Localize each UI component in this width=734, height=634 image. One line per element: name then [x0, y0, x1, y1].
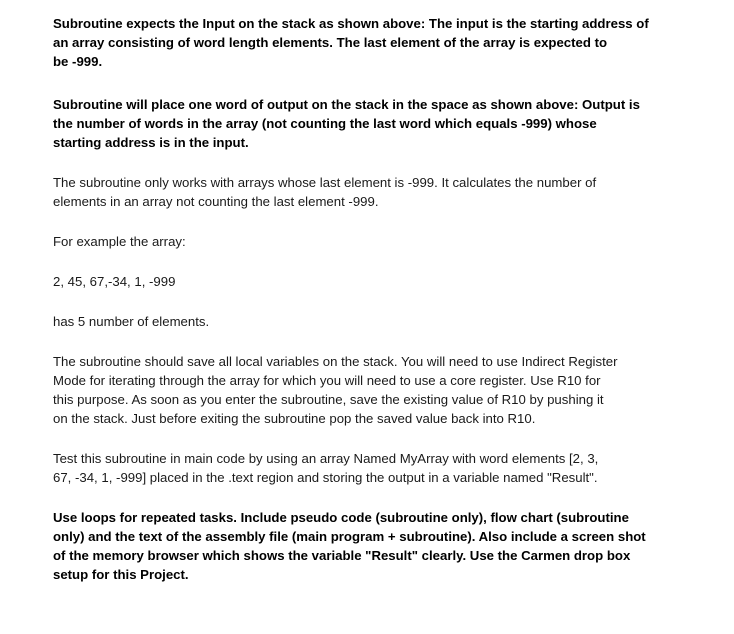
text-line: starting address is in the input.	[53, 135, 249, 150]
paragraph-example-intro	[53, 232, 713, 251]
text-line: Test this subroutine in main code by using an array Named MyArray with word elements [2, 3,	[53, 451, 599, 466]
text-line: on the stack. Just before exiting the subroutine pop the saved value back into R10.	[53, 411, 536, 426]
text-line: elements in an array not counting the last element -999.	[53, 194, 379, 209]
paragraph-example-array	[53, 272, 713, 291]
text-line: Use loops for repeated tasks. Include pseudo code (subroutine only), flow chart (subroutine	[53, 510, 629, 525]
text-line: of the memory browser which shows the variable "Result" clearly. Use the Carmen drop box	[53, 548, 631, 563]
text-line: an array consisting of word length elements. The last element of the array is expected to	[53, 35, 608, 50]
paragraph-test-instructions	[53, 449, 713, 487]
paragraph-subroutine-behavior	[53, 173, 713, 211]
text-line: the number of words in the array (not counting the last word which equals -999) whose	[53, 116, 597, 131]
text-line: 2, 45, 67,-34, 1, -999	[53, 274, 176, 289]
paragraph-input-description	[53, 14, 713, 71]
text-line: only) and the text of the assembly file (main program + subroutine). Also include a screen shot	[53, 529, 646, 544]
text-line: Subroutine will place one word of output on the stack in the space as shown above: Output is	[53, 97, 640, 112]
text-line: The subroutine only works with arrays whose last element is -999. It calculates the number of	[53, 175, 597, 190]
paragraph-output-description	[53, 95, 713, 152]
paragraph-submission-requirements	[53, 508, 713, 584]
text-line: 67, -34, 1, -999] placed in the .text region and storing the output in a variable named "Result".	[53, 470, 598, 485]
text-line: The subroutine should save all local variables on the stack. You will need to use Indirect Register	[53, 354, 618, 369]
text-line: For example the array:	[53, 234, 186, 249]
paragraph-example-result	[53, 312, 713, 331]
text-line: be -999.	[53, 54, 103, 69]
text-line: Subroutine expects the Input on the stack as shown above: The input is the starting address of	[53, 16, 649, 31]
text-line: has 5 number of elements.	[53, 314, 210, 329]
document-body	[53, 14, 713, 584]
text-line: Mode for iterating through the array for which you will need to use a core register. Use R10 for	[53, 373, 601, 388]
paragraph-stack-instructions	[53, 352, 713, 428]
text-line: this purpose. As soon as you enter the subroutine, save the existing value of R10 by pushing it	[53, 392, 604, 407]
text-line: setup for this Project.	[53, 567, 189, 582]
